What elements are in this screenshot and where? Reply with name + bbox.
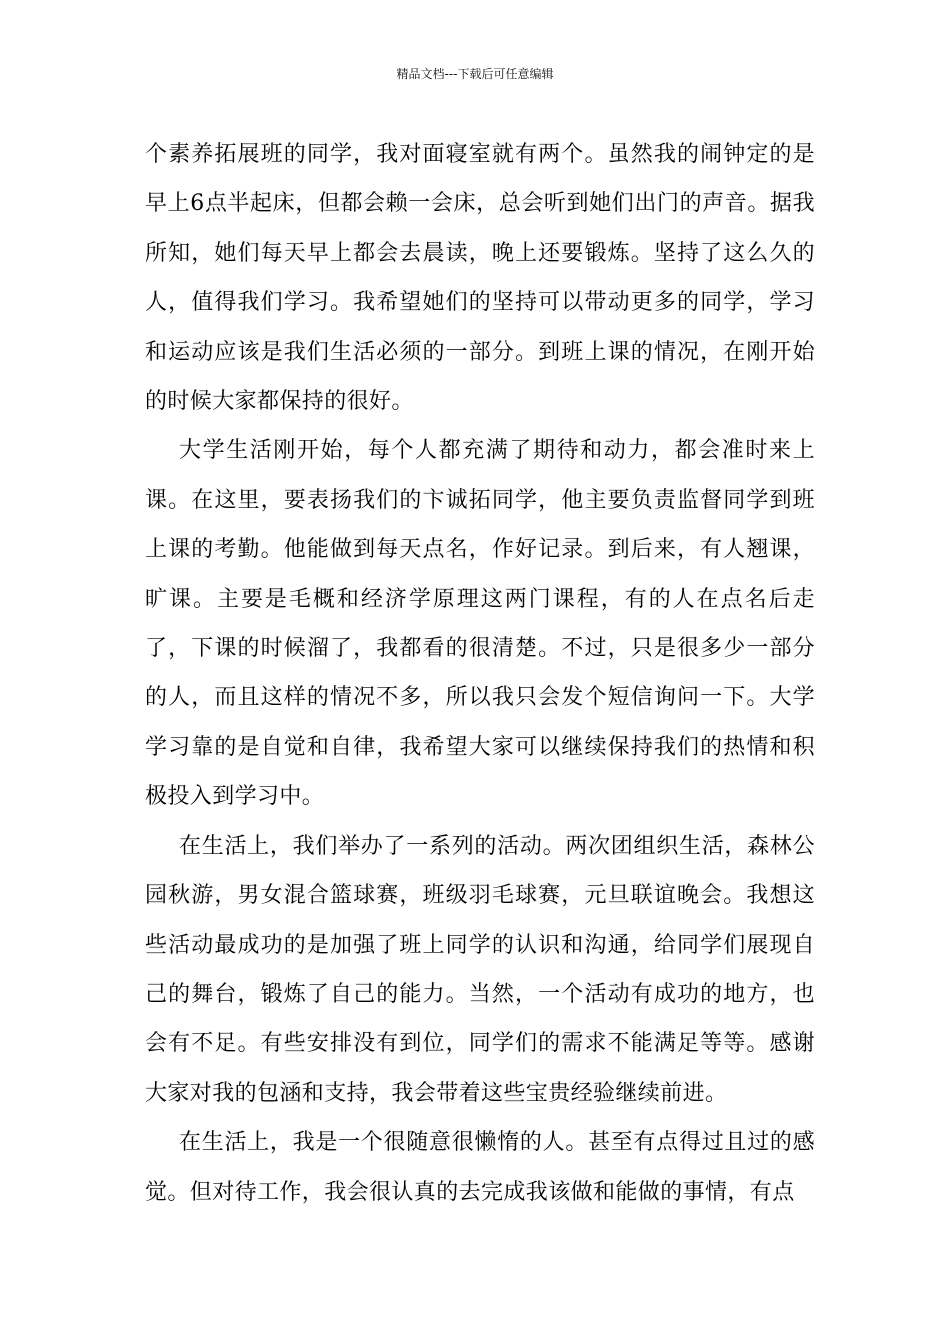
paragraph-1: 个素养拓展班的同学，我对面寝室就有两个。虽然我的闹钟定的是早上6点半起床，但都会赖一会床，总会听到她们出门的声音。据我所知，她们每天早上都会去晨读，晚上还要锻炼。坚持了这么久的人，值得我们学习。我希望她们的坚持可以带动更多的同学，学习和运动应该是我们生活必须的一部分。到班上课的情况，在刚开始的时候大家都保持的很好。: [145, 142, 815, 415]
paragraph-4: 在生活上，我是一个很随意很懒惰的人。甚至有点得过且过的感觉。但对待工作，我会很认真的去完成我该做和能做的事情，有点: [145, 1130, 815, 1205]
paragraph-2: 大学生活刚开始，每个人都充满了期待和动力，都会准时来上课。在这里，要表扬我们的卞诚拓同学，他主要负责监督同学到班上课的考勤。他能做到每天点名，作好记录。到后来，有人翘课，旷课。主要是毛概和经济学原理这两门课程，有的人在点名后走了，下课的时候溜了，我都看的很清楚。不过，只是很多少一部分的人，而且这样的情况不多，所以我只会发个短信询问一下。大学学习靠的是自觉和自律，我希望大家可以继续保持我们的热情和积极投入到学习中。: [145, 438, 815, 810]
page-header: 精品文档---下载后可任意编辑: [396, 67, 554, 81]
paragraph-3: 在生活上，我们举办了一系列的活动。两次团组织生活，森林公园秋游，男女混合篮球赛，班级羽毛球赛，元旦联谊晚会。我想这些活动最成功的是加强了班上同学的认识和沟通，给同学们展现自己的舞台，锻炼了自己的能力。当然，一个活动有成功的地方，也会有不足。有些安排没有到位，同学们的需求不能满足等等。感谢大家对我的包涵和支持，我会带着这些宝贵经验继续前进。: [145, 833, 815, 1106]
document-body: [145, 130, 815, 1217]
